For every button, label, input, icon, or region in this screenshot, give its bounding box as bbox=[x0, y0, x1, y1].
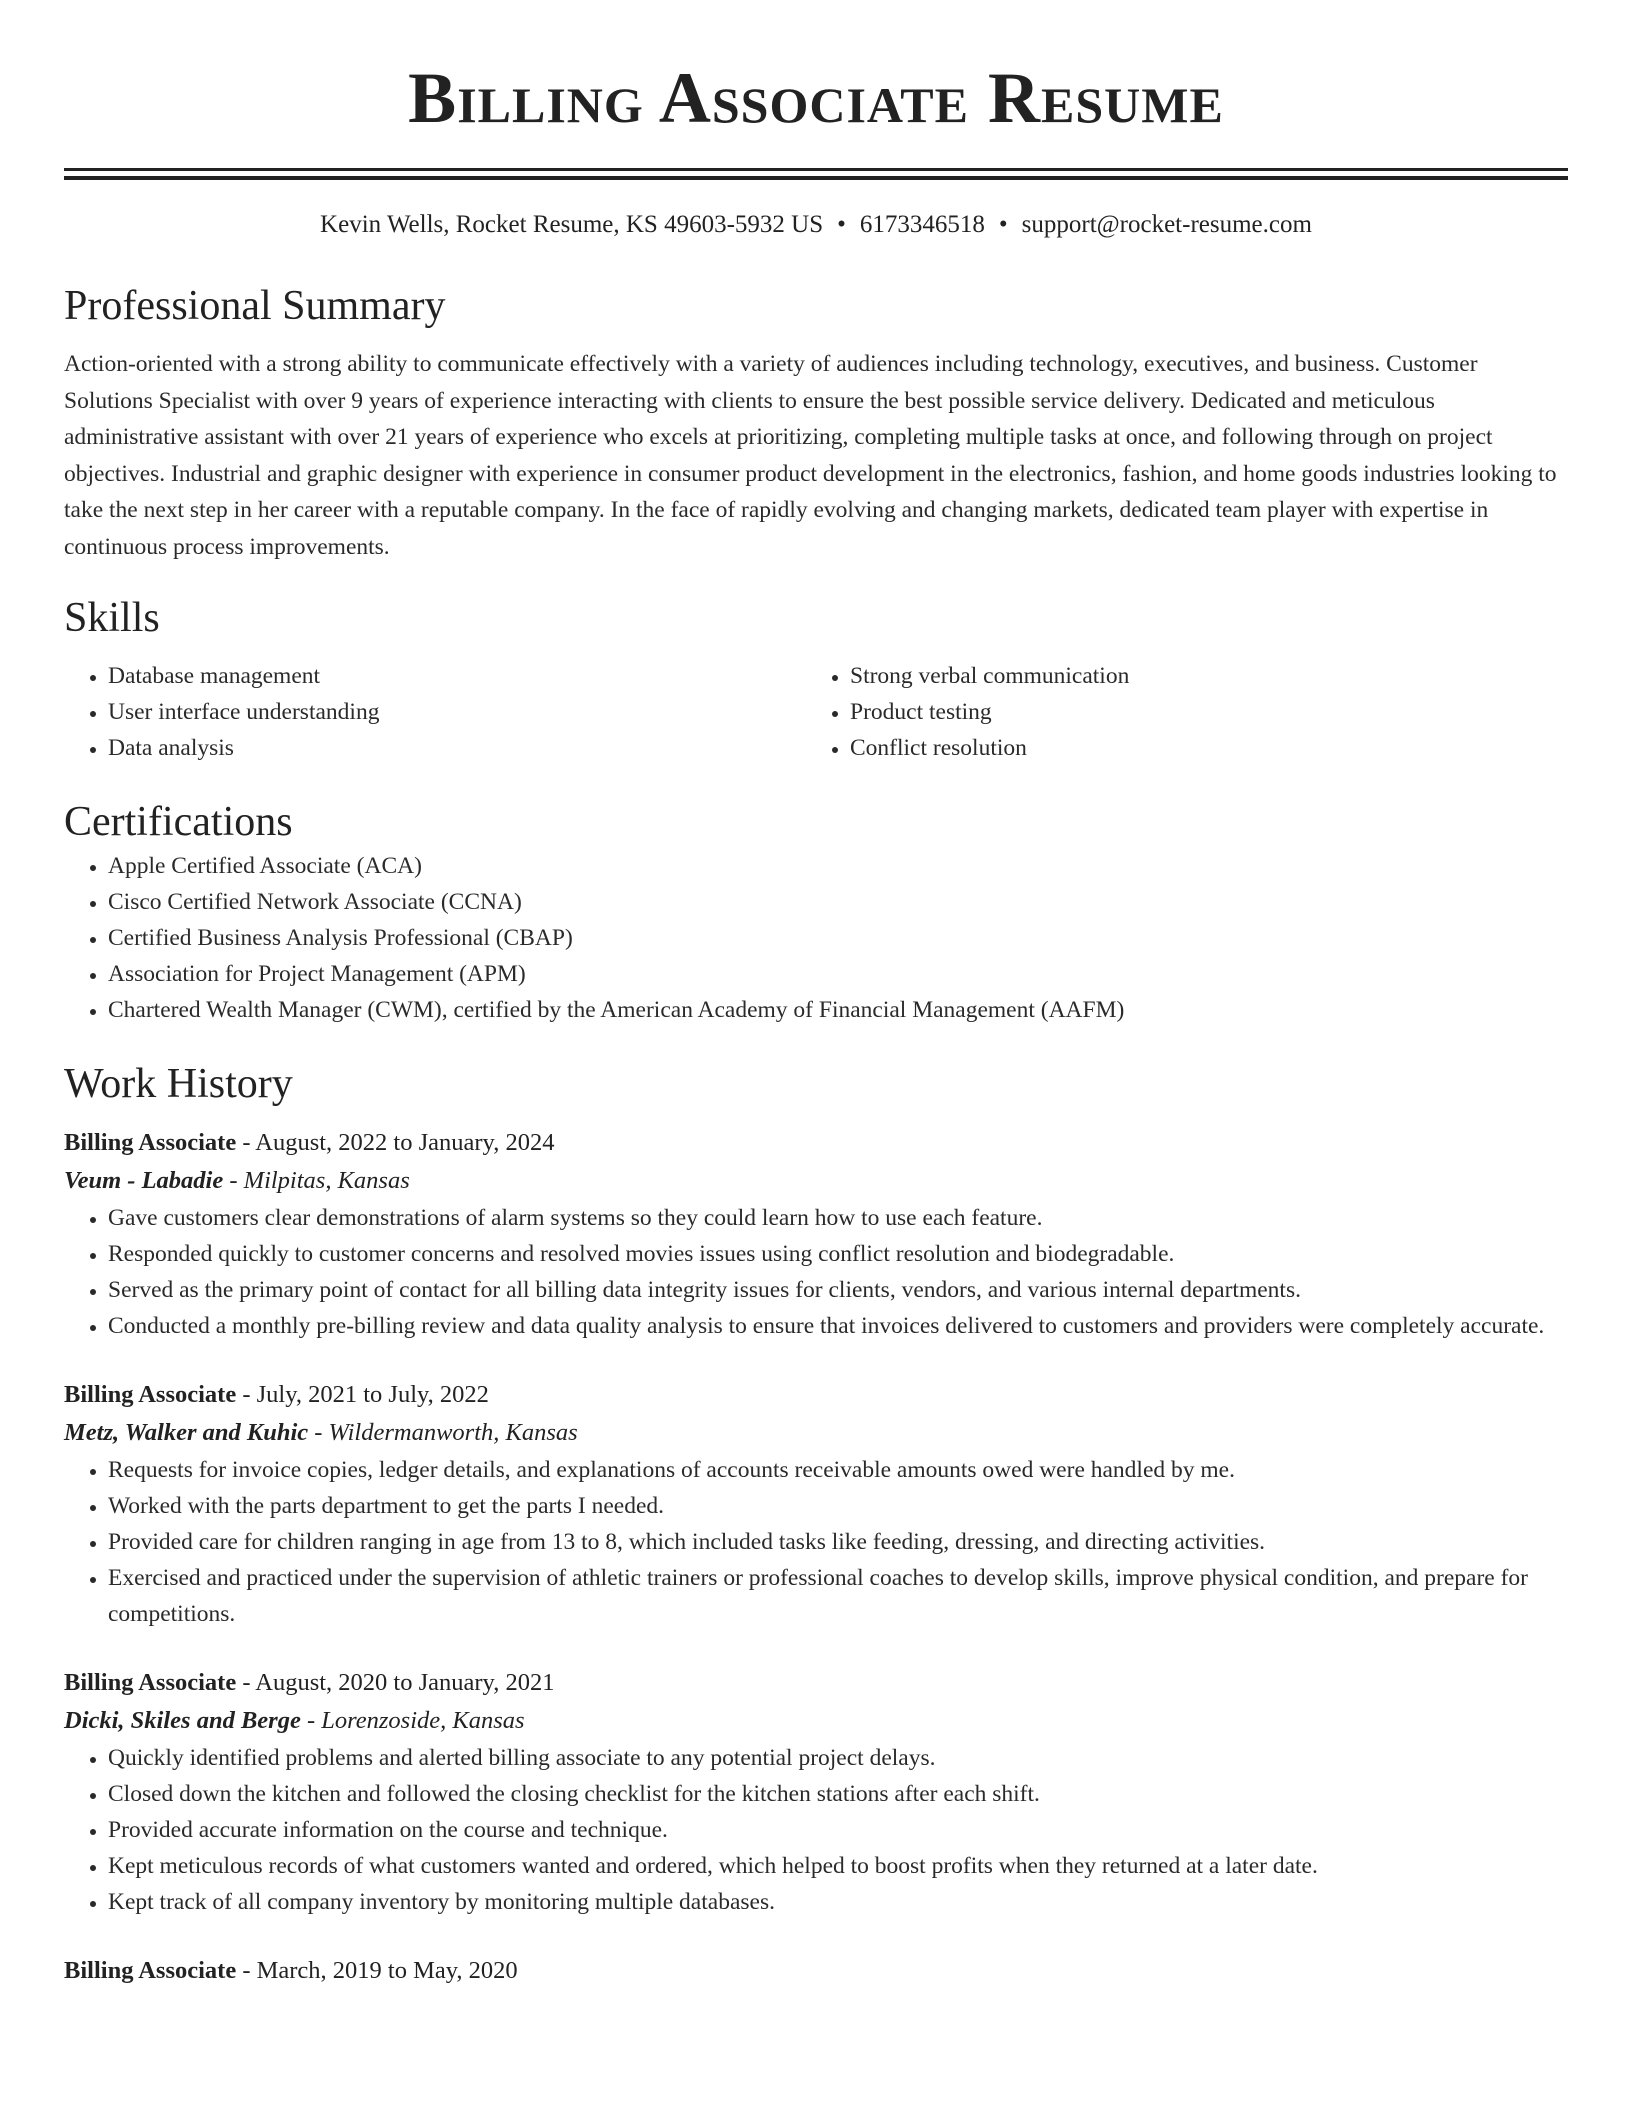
job-entry bbox=[64, 1124, 1568, 1344]
skill-item: • Conflict resolution bbox=[850, 730, 1548, 766]
job-location: - Lorenzoside, Kansas bbox=[300, 1706, 525, 1734]
job-bullet: • Kept track of all company inventory by monitoring multiple databases. bbox=[108, 1884, 1568, 1920]
job-bullet: • Quickly identified problems and alerted billing associate to any potential project delays. bbox=[108, 1740, 1568, 1776]
summary-text: Action-oriented with a strong ability to communicate effectively with a variety of audiences including technology, executives, and business. Customer Solutions Specialist with over 9 years of experience interacting with clients to ensure the best possible service delivery. Dedicated and meticulous administrative assistant with over 21 years of experience who excels at prioritizing, completing multiple tasks at once, and following through on project objectives. Industrial and graphic designer with experience in consumer product development in the electronics, fashion, and home goods industries looking to take the next step in her career with a reputable company. In the face of rapidly evolving and changing markets, dedicated team player with expertise in continuous process improvements. bbox=[64, 351, 1557, 560]
job-bullet: • Kept meticulous records of what customers wanted and ordered, which helped to boost profits when they returned at a later date. bbox=[108, 1848, 1568, 1884]
skill-item: • Strong verbal communication bbox=[850, 658, 1548, 694]
job-bullet: • Exercised and practiced under the supervision of athletic trainers or professional coaches to develop skills, improve physical condition, and prepare for competitions. bbox=[108, 1560, 1568, 1632]
job-role: Billing Associate bbox=[64, 1956, 237, 1984]
job-bullet: • Gave customers clear demonstrations of alarm systems so they could learn how to use each feature. bbox=[108, 1200, 1568, 1236]
certifications-list bbox=[64, 848, 1568, 1028]
job-bullets bbox=[64, 1200, 1568, 1344]
summary-heading: Professional Summary bbox=[64, 283, 446, 329]
job-location: - Milpitas, Kansas bbox=[223, 1166, 410, 1194]
resume-title: Billing Associate Resume bbox=[408, 58, 1224, 138]
job-bullet: • Provided accurate information on the course and technique. bbox=[108, 1812, 1568, 1848]
job-location: - Wildermanworth, Kansas bbox=[308, 1418, 578, 1446]
contact-separator: • bbox=[998, 211, 1008, 238]
job-company-line bbox=[64, 1414, 1568, 1452]
certifications-heading: Certifications bbox=[64, 798, 293, 845]
job-bullet: • Requests for invoice copies, ledger details, and explanations of accounts receivable amounts owed were handled by me. bbox=[108, 1452, 1568, 1488]
job-company: Dicki, Skiles and Berge bbox=[64, 1706, 301, 1734]
job-dates: - August, 2020 to January, 2021 bbox=[236, 1668, 555, 1696]
certification-item: • Apple Certified Associate (ACA) bbox=[108, 848, 1568, 884]
job-role: Billing Associate bbox=[64, 1128, 237, 1156]
job-company-line bbox=[64, 1162, 1568, 1200]
contact-line bbox=[64, 208, 1568, 242]
job-entry bbox=[64, 1664, 1568, 1920]
contact-phone: 6173346518 bbox=[859, 211, 985, 238]
job-role: Billing Associate bbox=[64, 1380, 237, 1408]
skill-item: • Database management bbox=[108, 658, 806, 694]
job-entry bbox=[64, 1952, 1568, 1990]
job-company: Metz, Walker and Kuhic bbox=[64, 1418, 309, 1446]
job-title-line bbox=[64, 1376, 1568, 1414]
job-bullet: • Worked with the parts department to get the parts I needed. bbox=[108, 1488, 1568, 1524]
job-title-line bbox=[64, 1952, 1568, 1990]
resume-page bbox=[64, 0, 1568, 1990]
skills-columns bbox=[64, 658, 1568, 766]
job-company-line bbox=[64, 1702, 1568, 1740]
job-role: Billing Associate bbox=[64, 1668, 237, 1696]
title-divider bbox=[64, 168, 1568, 180]
certification-item: • Cisco Certified Network Associate (CCNA) bbox=[108, 884, 1568, 920]
job-bullet: • Closed down the kitchen and followed the closing checklist for the kitchen stations after each shift. bbox=[108, 1776, 1568, 1812]
certification-item: • Certified Business Analysis Professional (CBAP) bbox=[108, 920, 1568, 956]
contact-email: support@rocket-resume.com bbox=[1021, 211, 1312, 238]
job-company: Veum - Labadie bbox=[64, 1166, 224, 1194]
contact-separator: • bbox=[837, 211, 846, 238]
job-title-line bbox=[64, 1664, 1568, 1702]
skills-right-list bbox=[806, 658, 1548, 766]
skill-item: • User interface understanding bbox=[108, 694, 806, 730]
job-dates: - July, 2021 to July, 2022 bbox=[236, 1380, 489, 1408]
job-bullet: • Conducted a monthly pre-billing review and data quality analysis to ensure that invoices delivered to customers and providers were completely accurate. bbox=[108, 1308, 1568, 1344]
skill-item: • Data analysis bbox=[108, 730, 806, 766]
certification-item: • Chartered Wealth Manager (CWM), certified by the American Academy of Financial Management (AAFM) bbox=[108, 992, 1568, 1028]
job-title-line bbox=[64, 1124, 1568, 1162]
work-history-heading: Work History bbox=[64, 1060, 293, 1107]
job-bullet: • Responded quickly to customer concerns and resolved movies issues using conflict resolution and biodegradable. bbox=[108, 1236, 1568, 1272]
job-bullets bbox=[64, 1452, 1568, 1632]
skills-left-list bbox=[64, 658, 806, 766]
job-bullet: • Served as the primary point of contact for all billing data integrity issues for clients, vendors, and various internal departments. bbox=[108, 1272, 1568, 1308]
certification-item: • Association for Project Management (APM) bbox=[108, 956, 1568, 992]
contact-address: Kevin Wells, Rocket Resume, KS 49603-5932 US bbox=[320, 211, 824, 238]
job-entry bbox=[64, 1376, 1568, 1632]
job-bullets bbox=[64, 1740, 1568, 1920]
job-bullet: • Provided care for children ranging in age from 13 to 8, which included tasks like feeding, dressing, and directing activities. bbox=[108, 1524, 1568, 1560]
skill-item: • Product testing bbox=[850, 694, 1548, 730]
job-dates: - March, 2019 to May, 2020 bbox=[236, 1956, 518, 1984]
job-dates: - August, 2022 to January, 2024 bbox=[236, 1128, 555, 1156]
skills-heading: Skills bbox=[64, 594, 160, 641]
